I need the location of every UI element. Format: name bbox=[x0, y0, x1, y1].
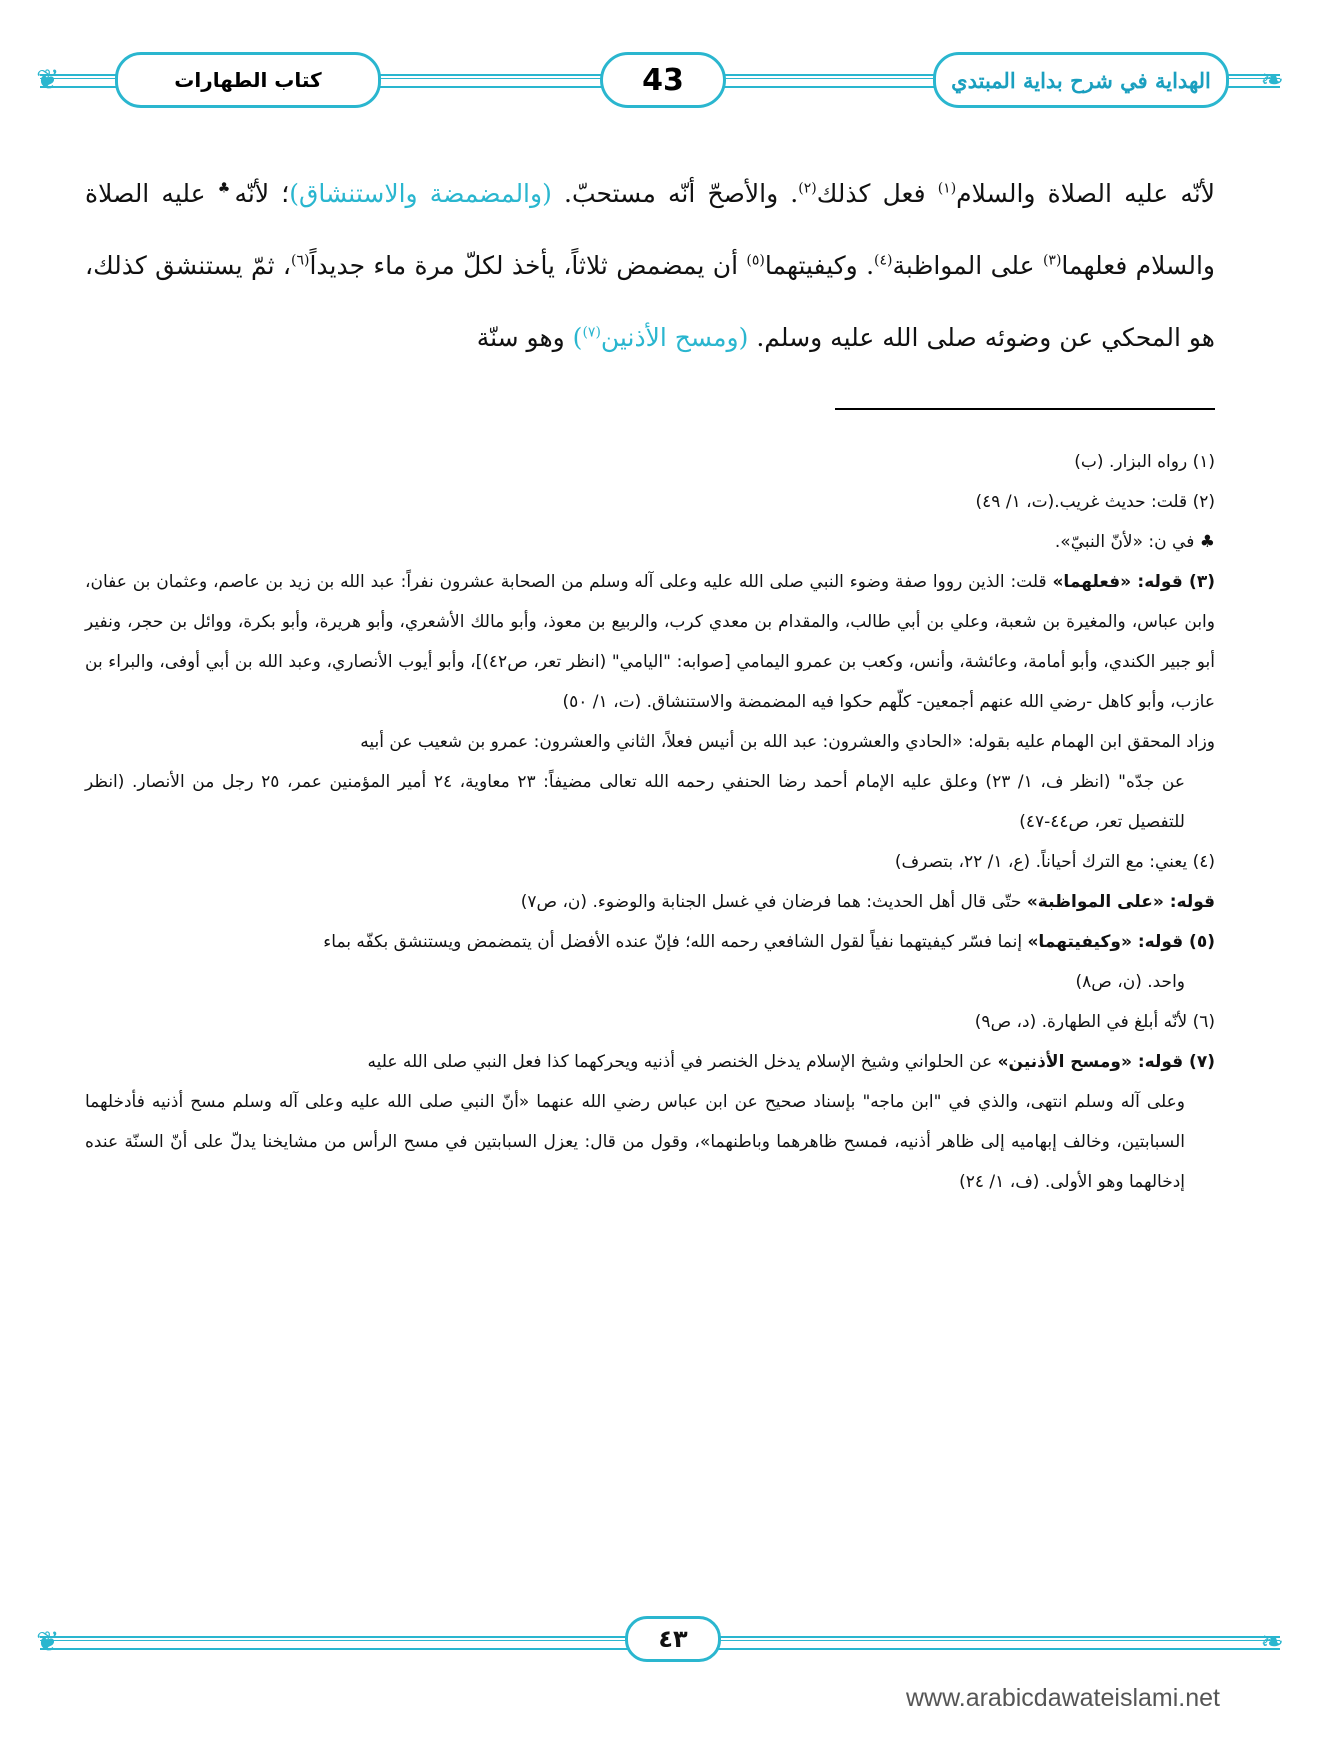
footnote-text: إنما فسّر كيفيتهما نفياً لقول الشافعي رحمه الله؛ فإنّ عنده الأفضل أن يتمضمض ويستنشق بكفّه بماء bbox=[323, 932, 1028, 952]
footnote-divider bbox=[835, 408, 1215, 410]
page-header bbox=[36, 44, 1284, 114]
footnote-label: قوله: «على المواظبة» bbox=[1026, 892, 1215, 912]
text-segment: أن يمضمض ثلاثاً، يأخذ لكلّ مرة ماء جديداً bbox=[309, 251, 747, 280]
footnote-text: حتّى قال أهل الحديث: هما فرضان في غسل الجنابة والوضوء. (ن، ص٧) bbox=[520, 892, 1027, 912]
text-segment: ؛ لأنّه bbox=[234, 179, 290, 208]
text-segment: لأنّه عليه الصلاة والسلام bbox=[956, 179, 1215, 208]
section-title: كتاب الطهارات bbox=[174, 68, 322, 92]
footnote-text: وزاد المحقق ابن الهمام عليه بقوله: «الحادي والعشرون: عبد الله بن أنيس فعلاً، الثاني والعشرون: عمرو بن شعيب عن أبيه bbox=[360, 732, 1215, 752]
footnote-text: قلت: الذين رووا صفة وضوء النبي صلى الله عليه وعلى آله وسلم من الصحابة عشرون نفراً: عبد الله بن زيد بن عاصم، وعثمان بن عفان، وابن عباس، والمغيرة بن شعبة، وعلي بن أبي طالب، والمقدام بن معدي كرب، والربيع بن معوذ، وأبو مالك الأشعري، وأبو هريرة، وأبو بكرة، ووائل بن حجر، ونفير أبو جبير الكندي، وأبو أمامة، وعائشة، وأنس، وكعب بن عمرو اليمامي [صوابه: "اليامي" (انظر تعر، ص٤٢)]، وأبو أيوب الأنصاري، وعبد الله بن أبي أوفى، والبراء بن عازب، وأبو كاهل -رضي الله عنهم أجمعين- كلّهم حكوا فيه المضمضة والاستنشاق. (ت، ١/ ٥٠) bbox=[85, 572, 1215, 712]
footnote-4: (٤) يعني: مع الترك أحياناً. (ع، ١/ ٢٢، بتصرف) bbox=[894, 852, 1215, 872]
ornament-left-icon: ❦ bbox=[36, 63, 60, 96]
footnote-ref[interactable]: (٥) bbox=[746, 252, 765, 269]
club-marker-icon: ♣ bbox=[213, 180, 235, 197]
text-segment: فعل كذلك bbox=[816, 179, 938, 208]
ornament-left-icon: ❦ bbox=[36, 1625, 60, 1658]
main-paragraph bbox=[85, 158, 1215, 374]
footnote-ref[interactable]: (٢) bbox=[798, 180, 817, 197]
text-segment: عليه الصلاة والسلام فعلهما bbox=[85, 179, 1215, 280]
footer-page-number-cartouche bbox=[625, 1616, 721, 1662]
ornament-right-icon: ❧ bbox=[1260, 63, 1284, 96]
text-segment: على المواظبة bbox=[892, 251, 1043, 280]
main-text bbox=[85, 158, 1215, 374]
text-segment: وهو سنّة bbox=[476, 323, 573, 352]
text-segment: . وكيفيتهما bbox=[764, 251, 875, 280]
matn-highlight: ) bbox=[572, 323, 583, 352]
footnote-1: (١) رواه البزار. (ب) bbox=[1074, 452, 1215, 472]
page-number: 43 bbox=[642, 62, 684, 98]
footnote-4-comment bbox=[85, 882, 1215, 922]
footnote-mark: ♣ في ن: «لأنّ النبيّ». bbox=[1054, 532, 1215, 552]
footnote-3 bbox=[85, 562, 1215, 722]
footnote-2: (٢) قلت: حديث غريب.(ت، ١/ ٤٩) bbox=[975, 492, 1215, 512]
book-title-cartouche bbox=[933, 52, 1229, 108]
footnote-text: عن جدّه" (انظر ف، ١/ ٢٣) وعلق عليه الإمام أحمد رضا الحنفي رحمه الله تعالى مضيفاً: ٢٣ معاوية، ٢٤ أمير المؤمنين عمر، ٢٥ رجل من الأنصار. (انظر للتفصيل تعر، ص٤٤-٤٧) bbox=[85, 772, 1185, 832]
footnote-text: وعلى آله وسلم انتهى، والذي في "ابن ماجه" بإسناد صحيح عن ابن عباس رضي الله عنهما «أنّ النبي صلى الله عليه وعلى آله وسلم مسح أذنيه فأدخلهما السبابتين، وخالف إبهاميه إلى ظاهر أذنيه، فمسح ظاهرهما وباطنهما»، وقول من قال: يعزل السبابتين في مسح الرأس من مشايخنا يدلّ على أنّ السنّة عنده إدخالهما وهو الأولى. (ف، ١/ ٢٤) bbox=[85, 1092, 1185, 1192]
footnote-ref[interactable]: (٤) bbox=[874, 252, 893, 269]
section-title-cartouche bbox=[115, 52, 381, 108]
footnote-ref[interactable]: (٧) bbox=[582, 324, 601, 341]
footnote-label: (٥) قوله: «وكيفيتهما» bbox=[1027, 932, 1215, 952]
footer-page-number: ٤٣ bbox=[658, 1625, 688, 1653]
footnote-ref[interactable]: (٣) bbox=[1042, 252, 1062, 269]
matn-highlight: (ومسح الأذنين bbox=[600, 323, 749, 352]
footnote-5 bbox=[85, 922, 1215, 1002]
footnote-7 bbox=[85, 1042, 1215, 1202]
footnote-text: واحد. (ن، ص٨) bbox=[1075, 972, 1185, 992]
footnote-text: عن الحلواني وشيخ الإسلام يدخل الخنصر في أذنيه ويحركهما كذا فعل النبي صلى الله عليه bbox=[367, 1052, 998, 1072]
text-segment: ، ثمّ يستنشق كذلك، هو المحكي عن وضوئه صلى الله عليه وسلم. bbox=[85, 251, 1215, 352]
footnote-label: (٣) قوله: «فعلهما» bbox=[1052, 572, 1215, 592]
footnote-ref[interactable]: (١) bbox=[937, 180, 957, 197]
footnotes bbox=[85, 442, 1215, 1202]
text-segment: . والأصحّ أنّه مستحبّ. bbox=[551, 179, 799, 208]
footnote-6: (٦) لأنّه أبلغ في الطهارة. (د، ص٩) bbox=[974, 1012, 1215, 1032]
matn-highlight: (والمضمضة والاستنشاق) bbox=[289, 179, 552, 208]
page-footer bbox=[36, 1610, 1284, 1670]
website-url[interactable]: www.arabicdawateislami.net bbox=[905, 1684, 1220, 1712]
footnote-3-addition bbox=[85, 722, 1215, 842]
footnote-label: (٧) قوله: «ومسح الأذنين» bbox=[997, 1052, 1215, 1072]
page-number-cartouche bbox=[600, 52, 726, 108]
ornament-right-icon: ❧ bbox=[1260, 1625, 1284, 1658]
footnote-ref[interactable]: (٦) bbox=[291, 252, 310, 269]
book-title: الهداية في شرح بداية المبتدي bbox=[951, 67, 1211, 93]
